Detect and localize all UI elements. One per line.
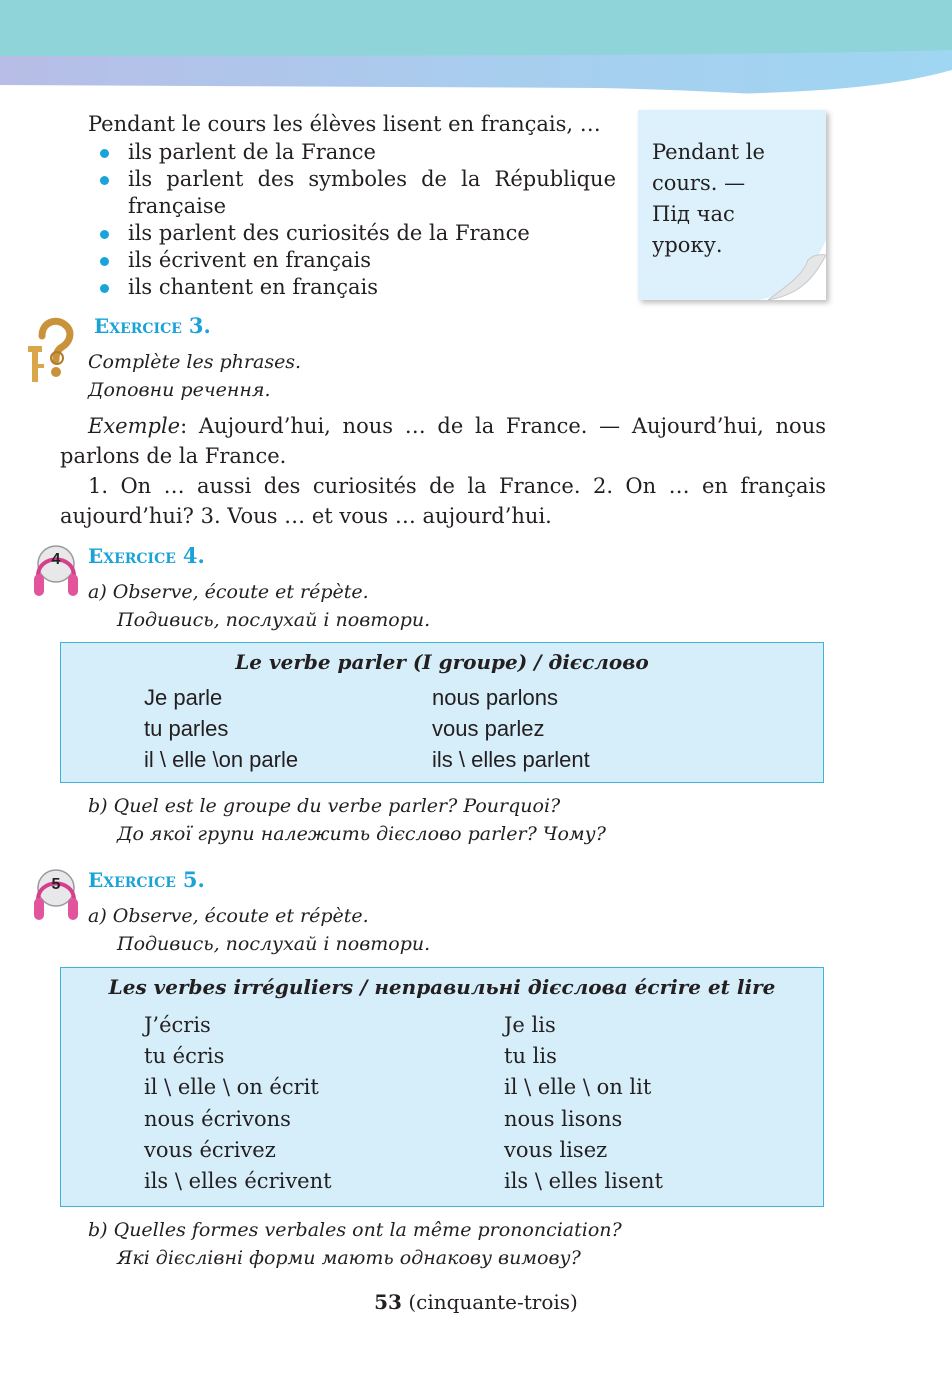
- bullet-continuation: française: [128, 194, 227, 218]
- table-column-2: [432, 682, 590, 775]
- table-cell: ils \ elles lisent: [504, 1169, 663, 1194]
- table-cell: ils \ elles parlent: [432, 747, 590, 772]
- bullet-item: ils parlent de la France: [100, 139, 616, 166]
- example-text: : Aujourd’hui, nous … de la France. — Aujourd’hui, nous parlons de la France.: [60, 414, 826, 468]
- question-key-icon: [24, 314, 80, 386]
- ex5-b-fr: b) Quelles formes verbales ont la même prononciation?: [88, 1219, 622, 1241]
- exercise-number: 5.: [182, 867, 205, 892]
- ex5-conjugation-table: [60, 967, 824, 1207]
- note-line: уроку.: [652, 233, 723, 257]
- exercise-3-title: [94, 313, 211, 338]
- note-line: Pendant le: [652, 140, 765, 164]
- table-column-1: [144, 1010, 332, 1197]
- ex3-example: [60, 411, 826, 471]
- note-line: Під час: [652, 202, 735, 226]
- table-cell: ils \ elles écrivent: [144, 1169, 332, 1194]
- exercise-4-badge: 4: [51, 551, 61, 568]
- table-cell: vous parlez: [432, 716, 545, 741]
- ex4-b-uk: До якої групи належить дієслово parler? Чому?: [117, 823, 606, 845]
- page-number-digits: 53: [374, 1290, 402, 1314]
- table-cell: tu écris: [144, 1044, 225, 1069]
- bullet-item: ils parlent des curiosités de la France: [100, 220, 616, 247]
- exercise-number: 3.: [188, 313, 211, 338]
- ex4-a-fr: a) Observe, écoute et répète.: [88, 581, 369, 603]
- ex4-b-fr: b) Quel est le groupe du verbe parler? Pourquoi?: [88, 795, 561, 817]
- exercise-word: Exercice: [88, 544, 176, 568]
- table-cell: il \ elle \ on lit: [504, 1075, 652, 1100]
- table-cell: il \ elle \on parle: [144, 747, 299, 772]
- exercise-number: 4.: [182, 543, 205, 568]
- exercise-4-title: [88, 543, 205, 568]
- table-cell: nous parlons: [432, 685, 558, 710]
- header-banner: [0, 0, 952, 110]
- page-number: [0, 1290, 952, 1314]
- note-line: cours. —: [652, 171, 746, 195]
- table-cell: il \ elle \ on écrit: [144, 1075, 319, 1100]
- table-cell: Je parle: [144, 685, 223, 710]
- ex3-tasks: 1. On … aussi des curiosités de la France. 2. On … en français aujourd’hui? 3. Vous … et vous … aujourd’hui.: [60, 474, 826, 528]
- table-title: Les verbes irréguliers / неправильні дієслова écrire et lire: [108, 975, 776, 999]
- exercise-word: Exercice: [88, 868, 176, 892]
- ex3-instruction-uk: Доповни речення.: [88, 379, 271, 401]
- ex3-instruction-fr: Complète les phrases.: [88, 351, 302, 373]
- exercise-word: Exercice: [94, 314, 182, 338]
- table-column-1: [144, 682, 298, 775]
- intro-lead: Pendant le cours les élèves lisent en français, …: [88, 112, 601, 136]
- intro-bullets: [100, 139, 616, 301]
- table-cell: J’écris: [144, 1013, 211, 1037]
- bullet-item: ils parlent des symboles de la République: [100, 166, 616, 193]
- exercise-5-title: [88, 867, 205, 892]
- exercise-5-badge: 5: [51, 876, 61, 893]
- table-cell: tu parles: [144, 716, 229, 741]
- table-cell: nous écrivons: [144, 1106, 291, 1131]
- table-cell: vous écrivez: [144, 1137, 276, 1162]
- ex4-a-uk: Подивись, послухай і повтори.: [117, 609, 431, 631]
- ex5-a-uk: Подивись, послухай і повтори.: [117, 933, 431, 955]
- table-cell: Je lis: [504, 1013, 556, 1037]
- bullet-item: ils chantent en français: [100, 274, 616, 301]
- example-label: Exemple: [88, 414, 181, 438]
- table-cell: tu lis: [504, 1044, 557, 1069]
- vocab-note: [638, 110, 826, 300]
- bullet-item: ils écrivent en français: [100, 247, 616, 274]
- table-title: Le verbe parler (I groupe) / дієслово: [235, 650, 649, 674]
- table-cell: vous lisez: [504, 1137, 608, 1162]
- ex5-a-fr: a) Observe, écoute et répète.: [88, 905, 369, 927]
- table-cell: nous lisons: [504, 1106, 623, 1131]
- page-number-words: (cinquante-trois): [408, 1290, 578, 1314]
- ex5-b-uk: Які дієслівні форми мають однакову вимову?: [117, 1247, 581, 1269]
- table-column-2: [504, 1010, 663, 1197]
- ex4-conjugation-table: [60, 642, 824, 783]
- page-curl-icon: [758, 240, 826, 300]
